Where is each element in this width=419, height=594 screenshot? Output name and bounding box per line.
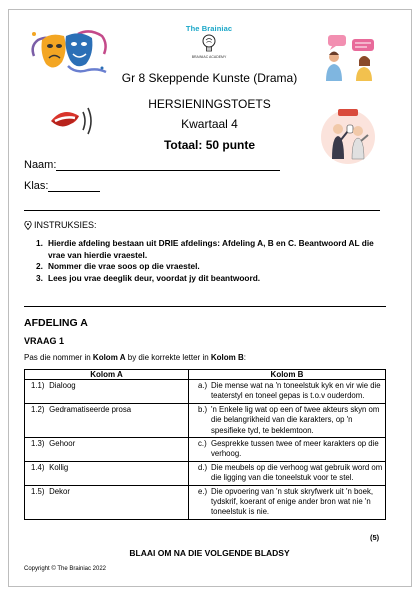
column-b-cell [189,403,386,437]
question-title: VRAAG 1 [24,336,65,346]
logo-text: The Brainiac [185,24,233,33]
name-field[interactable] [24,159,280,171]
option-definition: Die meubels op die verhoog wat gebruik word om die ligging van die toneelstuk voor te stel. [211,462,383,483]
column-a-cell [25,438,189,462]
class-label: Klas: [24,180,49,192]
option-letter: e.) [198,486,208,496]
item-number: 1.3) [31,439,45,449]
item-term: Gedramatiseerde prosa [49,404,132,414]
section-title: AFDELING A [24,317,88,329]
table-row [25,438,386,462]
table-header-row [25,370,386,380]
item-term: Kollig [49,462,69,472]
brainiac-logo [178,24,240,59]
divider [24,306,386,307]
item-term: Dekor [49,486,70,496]
table-row [25,461,386,485]
item-number: 1.1) [31,381,45,390]
instruction-item [36,261,386,273]
location-pin-icon [24,221,32,230]
item-term: Dialoog [49,381,76,390]
column-b-cell [189,380,386,404]
table-row [25,485,386,519]
item-number: 1.2) [31,404,45,414]
instruction-number: 3. [36,272,43,283]
instruction-part: : [243,353,247,362]
option-letter: a.) [198,381,208,390]
column-a-cell [25,461,189,485]
column-a-cell [25,380,189,404]
instructions-heading [24,220,97,230]
instruction-bold: Kolom B [210,353,244,362]
table-row [25,380,386,404]
name-line[interactable] [56,160,280,171]
instruction-text: Hierdie afdeling bestaan uit DRIE afdelings: Afdeling A, B en C. Beantwoord AL die vrae van hierdie vraestel. [48,238,374,260]
logo-subtext: BRAINIAC ACADEMY [191,55,227,59]
page-title-term: Kwartaal 4 [181,117,238,131]
matching-table [24,369,386,520]
option-letter: b.) [198,404,208,414]
column-a-header: Kolom A [25,370,189,380]
instruction-part: Pas die nommer in [24,353,93,362]
class-line[interactable] [48,181,100,192]
actors-performing-icon [318,107,378,165]
instruction-number: 2. [36,261,43,272]
instructions-list [36,238,386,284]
instruction-text: Nommer die vrae soos op die vraestel. [48,261,200,272]
copyright-notice: Copyright © The Brainiac 2022 [24,566,107,572]
instruction-text: Lees jou vrae deeglik deur, voordat jy dit beantwoord. [48,272,261,283]
item-number: 1.4) [31,462,45,472]
lightbulb-icon [201,34,217,54]
divider [24,210,380,211]
column-b-cell [189,438,386,462]
option-definition: Die opvoering van 'n stuk skryfwerk uit 'n boek, tydskrif, koerant of enige ander bron wat nie 'n toneelstuk is nie. [211,486,374,517]
instruction-bold: Kolom A [92,353,126,362]
turn-page-notice: BLAAI OM NA DIE VOLGENDE BLADSY [129,548,290,558]
instructions-heading-text: INSTRUKSIES: [34,220,97,230]
column-b-header: Kolom B [189,370,386,380]
option-definition: Die mense wat na 'n toneelstuk kyk en vir wie die teaterstyl en toneel gepas is t.o.v ouderdom. [211,381,381,401]
table-row [25,403,386,437]
page-title-test: HERSIENINGSTOETS [148,97,271,111]
instruction-part: by die korrekte letter in [125,353,211,362]
question-instruction [24,353,246,362]
instruction-item [36,273,386,285]
option-definition: Gesprekke tussen twee of meer karakters op die verhoog. [211,439,379,459]
column-a-cell [25,403,189,437]
column-b-cell [189,485,386,519]
column-a-cell [25,485,189,519]
page-title-total: Totaal: 50 punte [163,138,256,152]
instruction-item [36,238,386,261]
column-b-cell [189,461,386,485]
instruction-number: 1. [36,238,43,248]
option-letter: d.) [198,462,208,472]
page-title-subject: Gr 8 Skeppende Kunste (Drama) [121,71,298,85]
class-field[interactable] [24,180,100,192]
option-definition: 'n Enkele lig wat op een of twee akteurs skyn om die belangrikheid van die karakters, op 'n spesifieke tyd, te beklemtoon. [211,404,380,435]
name-label: Naam: [24,159,57,171]
question-marks: (5) [370,533,380,542]
item-term: Gehoor [49,439,76,449]
option-letter: c.) [198,439,207,449]
item-number: 1.5) [31,486,45,496]
